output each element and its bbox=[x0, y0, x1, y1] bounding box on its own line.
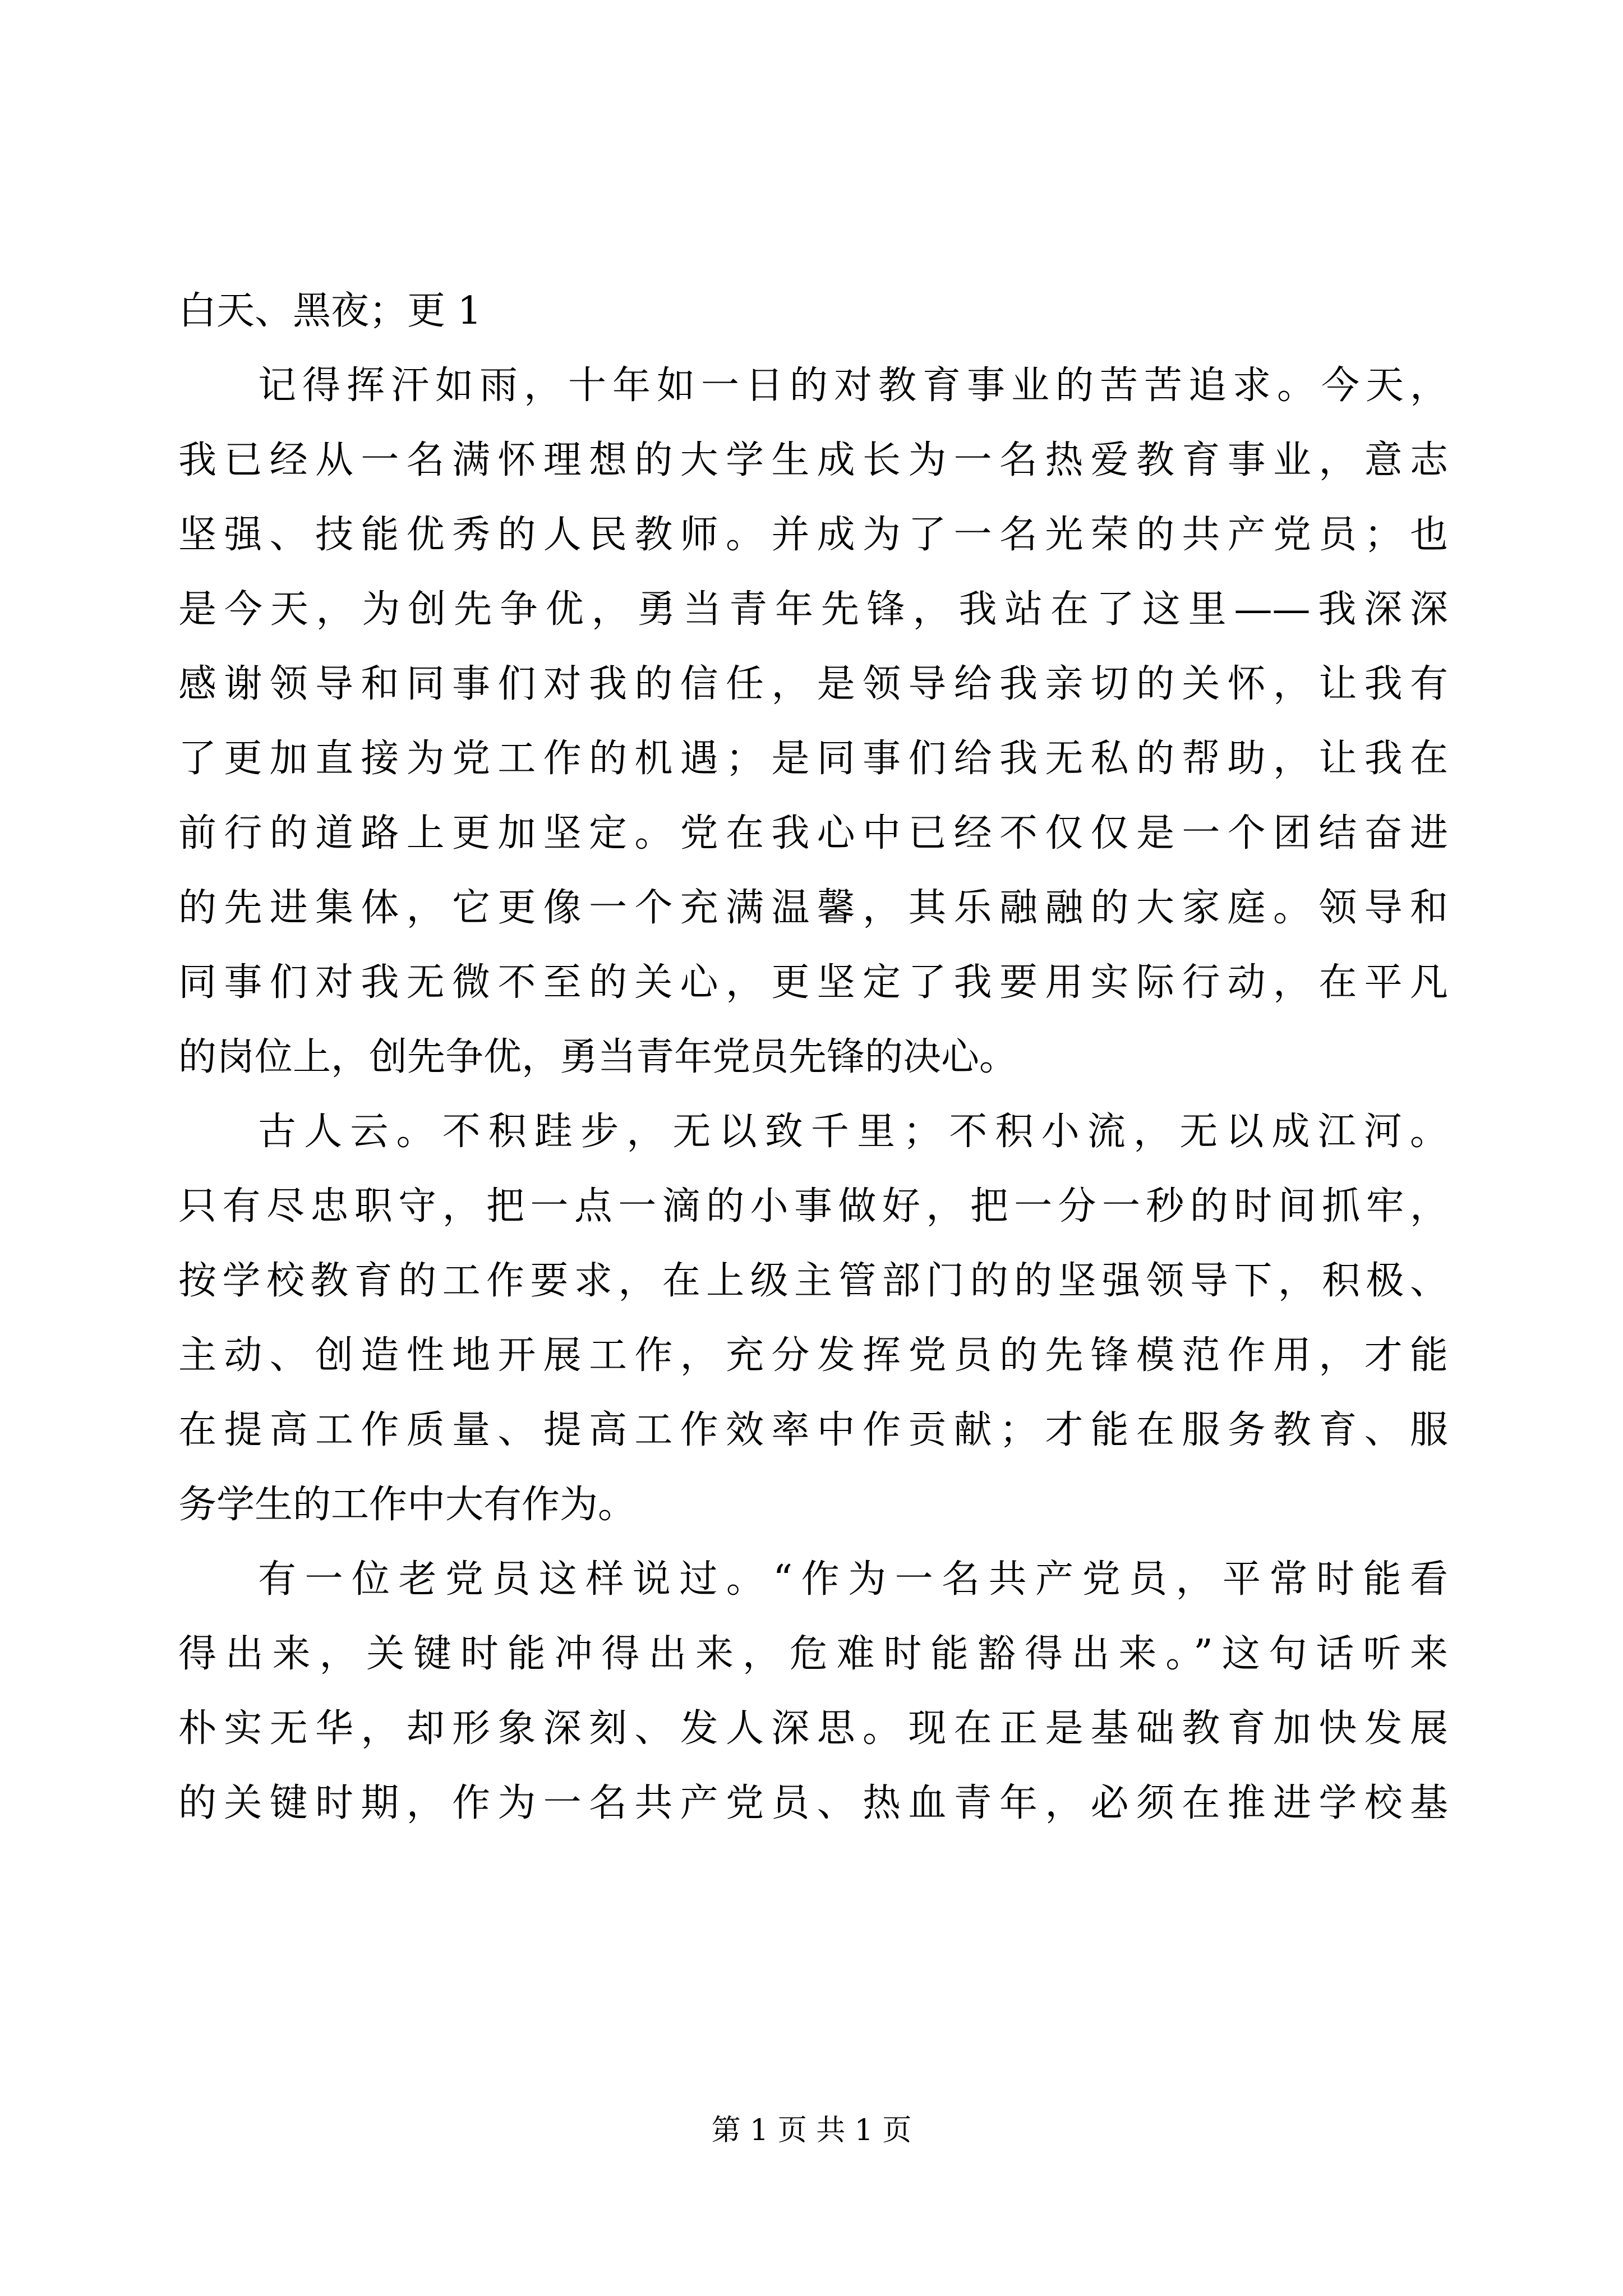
paragraph-first-line: 记得挥汗如雨，十年如一日的对教育事业的苦苦追求。今天， bbox=[258, 364, 1448, 408]
text-line: 是今天，为创先争优，勇当青年先锋，我站在了这里——我深深 bbox=[178, 587, 1448, 632]
text-line: 感谢领导和同事们对我的信任，是领导给我亲切的关怀，让我有 bbox=[178, 662, 1448, 706]
text-line: 得出来，关键时能冲得出来，危难时能豁得出来。”这句话听来 bbox=[178, 1632, 1448, 1676]
paragraph-last-line: 务学生的工作中大有作为。 bbox=[178, 1483, 637, 1527]
text-line: 只有尽忠职守，把一点一滴的小事做好，把一分一秒的时间抓牢， bbox=[178, 1184, 1448, 1228]
text-line: 白天、黑夜；更 1 bbox=[178, 289, 482, 333]
text-line: 主动、创造性地开展工作，充分发挥党员的先锋模范作用，才能 bbox=[178, 1333, 1448, 1378]
text-line: 前行的道路上更加坚定。党在我心中已经不仅仅是一个团结奋进 bbox=[178, 811, 1448, 855]
paragraph-first-line: 有一位老党员这样说过。“作为一名共产党员，平常时能看 bbox=[258, 1557, 1448, 1602]
text-line: 按学校教育的工作要求，在上级主管部门的的坚强领导下，积极、 bbox=[178, 1259, 1448, 1303]
text-line: 同事们对我无微不至的关心，更坚定了我要用实际行动，在平凡 bbox=[178, 960, 1448, 1005]
paragraph-first-line: 古人云。不积跬步，无以致千里；不积小流，无以成江河。 bbox=[258, 1110, 1448, 1154]
document-body bbox=[178, 274, 1448, 1841]
text-line: 朴实无华，却形象深刻、发人深思。现在正是基础教育加快发展 bbox=[178, 1706, 1448, 1751]
text-line: 了更加直接为党工作的机遇；是同事们给我无私的帮助，让我在 bbox=[178, 737, 1448, 781]
text-line: 坚强、技能优秀的人民教师。并成为了一名光荣的共产党员；也 bbox=[178, 513, 1448, 557]
text-line: 的先进集体，它更像一个充满温馨，其乐融融的大家庭。领导和 bbox=[178, 886, 1448, 930]
text-line: 在提高工作质量、提高工作效率中作贡献；才能在服务教育、服 bbox=[178, 1408, 1448, 1452]
page-number-footer: 第 1 页 共 1 页 bbox=[711, 2114, 912, 2147]
text-line: 我已经从一名满怀理想的大学生成长为一名热爱教育事业，意志 bbox=[178, 438, 1448, 482]
paragraph-last-line: 的岗位上，创先争优，勇当青年党员先锋的决心。 bbox=[178, 1035, 1018, 1079]
text-line: 的关键时期，作为一名共产党员、热血青年，必须在推进学校基 bbox=[178, 1781, 1448, 1825]
